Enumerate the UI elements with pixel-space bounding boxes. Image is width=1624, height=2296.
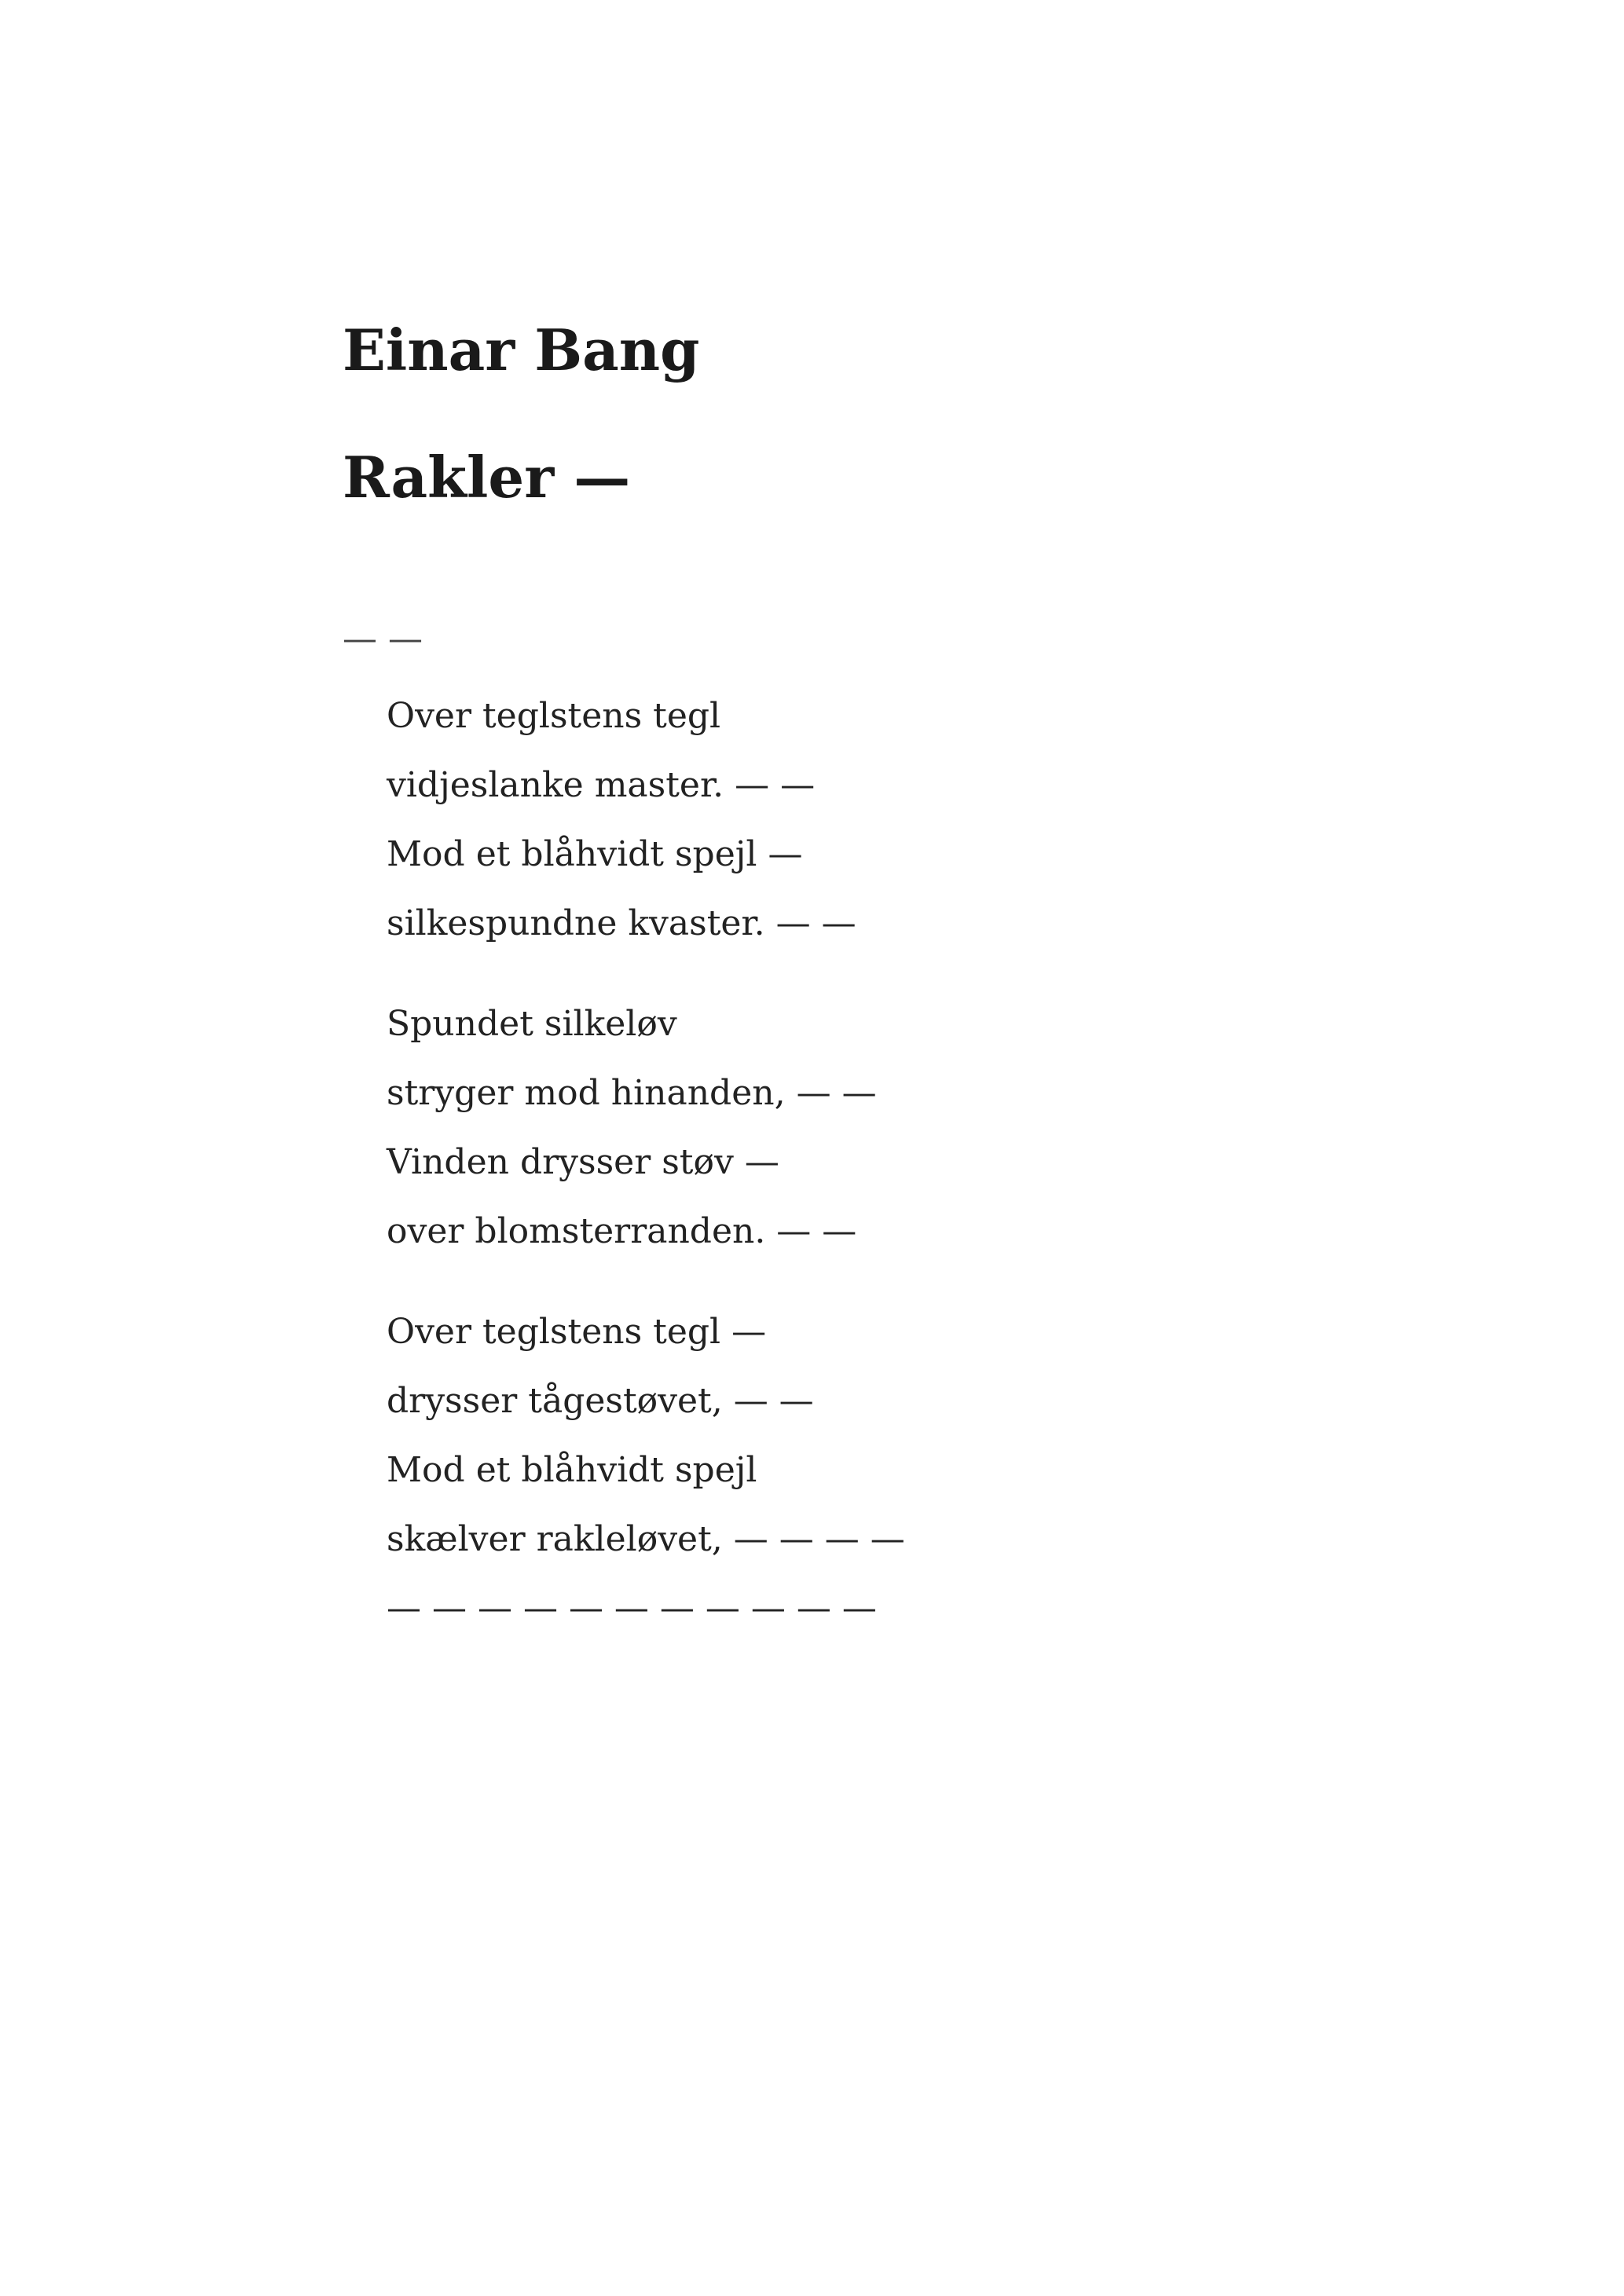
poem-line: Mod et blåhvidt spejl — <box>387 834 803 874</box>
poem-line: stryger mod hinanden, — — <box>387 1073 877 1113</box>
epigraph-dashes: — — <box>343 619 423 659</box>
poem-body <box>387 682 1408 1675</box>
poem-line: Over teglstens tegl <box>387 696 721 736</box>
poem-line: Spundet silkeløv <box>387 1004 677 1044</box>
poem-line: silkespundne kvaster. — — <box>387 903 856 943</box>
poem-line: vidjeslanke master. — — <box>387 765 816 805</box>
poem-line: Mod et blåhvidt spejl <box>387 1450 757 1490</box>
stanza-3 <box>387 1298 1408 1643</box>
stanza-2 <box>387 990 1408 1266</box>
poem-line: Over teglstens tegl — <box>387 1312 767 1352</box>
poem-title: Rakler — <box>343 444 631 511</box>
poem-line: skælver rakleløvet, — — — — <box>387 1519 905 1559</box>
poem-line: — — — — — — — — — — — <box>387 1588 877 1628</box>
author-heading: Einar Bang <box>343 317 700 383</box>
poem-line: Vinden drysser støv — <box>387 1142 779 1182</box>
poem-line: over blomsterranden. — — <box>387 1211 857 1251</box>
stanza-1 <box>387 682 1408 958</box>
poem-line: drysser tågestøvet, — — <box>387 1381 814 1421</box>
